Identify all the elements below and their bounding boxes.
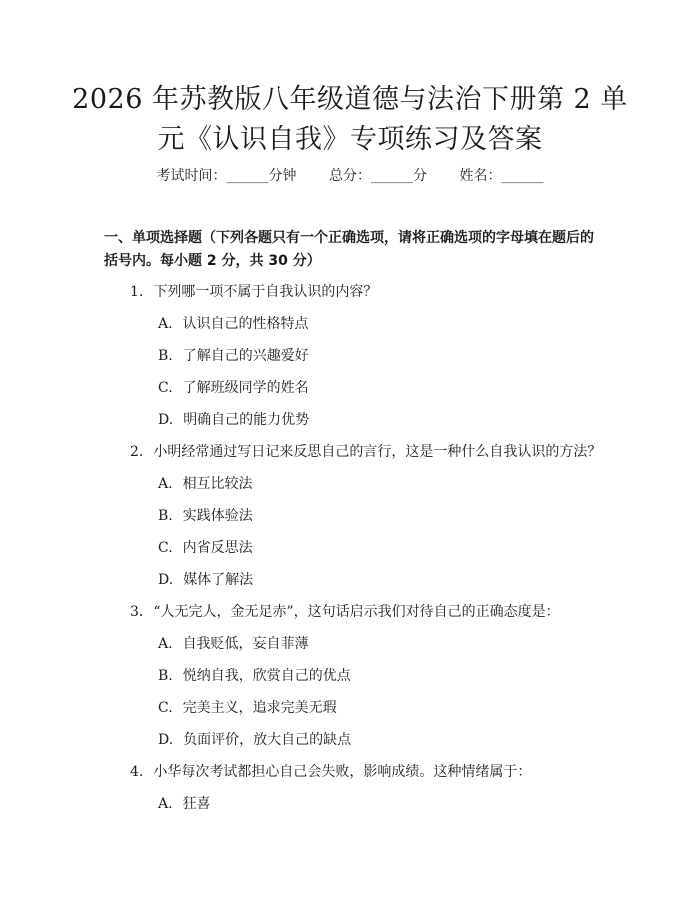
option-text: 明确自己的能力优势 xyxy=(183,412,310,428)
exam-meta xyxy=(0,166,700,186)
question-1 xyxy=(130,282,377,302)
name-field: 姓名：______ xyxy=(459,168,544,184)
option-text: 完美主义，追求完美无瑕 xyxy=(182,700,337,716)
question-text: 下列哪一项不属于自我认识的内容？ xyxy=(153,284,378,300)
title-line-2: 元《认识自我》专项练习及答案 xyxy=(157,124,543,155)
question-3-option-d xyxy=(158,730,351,750)
section-heading xyxy=(104,227,604,273)
option-text: 媒体了解法 xyxy=(183,572,254,588)
option-letter: C. xyxy=(158,540,173,556)
question-number: 2. xyxy=(130,444,144,460)
question-2-option-a xyxy=(158,474,253,494)
question-2 xyxy=(130,442,601,462)
option-text: 自我贬低，妄自菲薄 xyxy=(182,636,309,652)
option-text: 负面评价，放大自己的缺点 xyxy=(183,732,352,748)
option-letter: B. xyxy=(158,508,173,524)
question-1-option-a xyxy=(158,314,309,334)
question-number: 3. xyxy=(130,604,144,620)
option-letter: D. xyxy=(158,572,174,588)
question-1-option-c xyxy=(158,378,309,398)
option-letter: A. xyxy=(158,636,173,652)
question-number: 1. xyxy=(130,284,144,300)
option-text: 悦纳自我，欣赏自己的优点 xyxy=(182,668,351,684)
section-heading-line-2: 括号内。每小题 2 分，共 30 分） xyxy=(104,253,321,269)
option-letter: A. xyxy=(158,476,173,492)
option-text: 了解班级同学的姓名 xyxy=(182,380,309,396)
option-letter: A. xyxy=(158,316,173,332)
question-text: 小华每次考试都担心自己会失败，影响成绩。这种情绪属于： xyxy=(153,764,532,780)
question-2-option-c xyxy=(158,538,253,558)
total-score-field: 总分：______分 xyxy=(329,168,427,184)
exam-time-field: 考试时间：______分钟 xyxy=(156,168,297,184)
question-text: 小明经常通过写日记来反思自己的言行，这是一种什么自我认识的方法？ xyxy=(153,444,602,460)
option-text: 实践体验法 xyxy=(182,508,253,524)
question-3-option-b xyxy=(158,666,351,686)
question-text: “人无完人，金无足赤”，这句话启示我们对待自己的正确态度是： xyxy=(153,604,560,620)
question-4 xyxy=(130,762,531,782)
option-text: 相互比较法 xyxy=(182,476,253,492)
option-letter: D. xyxy=(158,412,174,428)
option-text: 狂喜 xyxy=(182,796,211,812)
document-title xyxy=(60,80,640,160)
question-2-option-b xyxy=(158,506,253,526)
question-3-option-a xyxy=(158,634,309,654)
option-text: 认识自己的性格特点 xyxy=(182,316,309,332)
option-text: 了解自己的兴趣爱好 xyxy=(182,348,309,364)
question-2-option-d xyxy=(158,570,253,590)
option-letter: D. xyxy=(158,732,174,748)
question-4-option-a xyxy=(158,794,211,814)
title-line-1: 2026 年苏教版八年级道德与法治下册第 2 单 xyxy=(72,84,628,115)
option-letter: C. xyxy=(158,700,173,716)
option-letter: B. xyxy=(158,348,173,364)
option-text: 内省反思法 xyxy=(182,540,253,556)
question-number: 4. xyxy=(130,764,144,780)
question-3-option-c xyxy=(158,698,337,718)
section-heading-line-1: 一、单项选择题（下列各题只有一个正确选项，请将正确选项的字母填在题后的 xyxy=(104,230,594,246)
option-letter: B. xyxy=(158,668,173,684)
question-1-option-d xyxy=(158,410,309,430)
option-letter: A. xyxy=(158,796,173,812)
question-1-option-b xyxy=(158,346,309,366)
option-letter: C. xyxy=(158,380,173,396)
question-3 xyxy=(130,602,560,622)
